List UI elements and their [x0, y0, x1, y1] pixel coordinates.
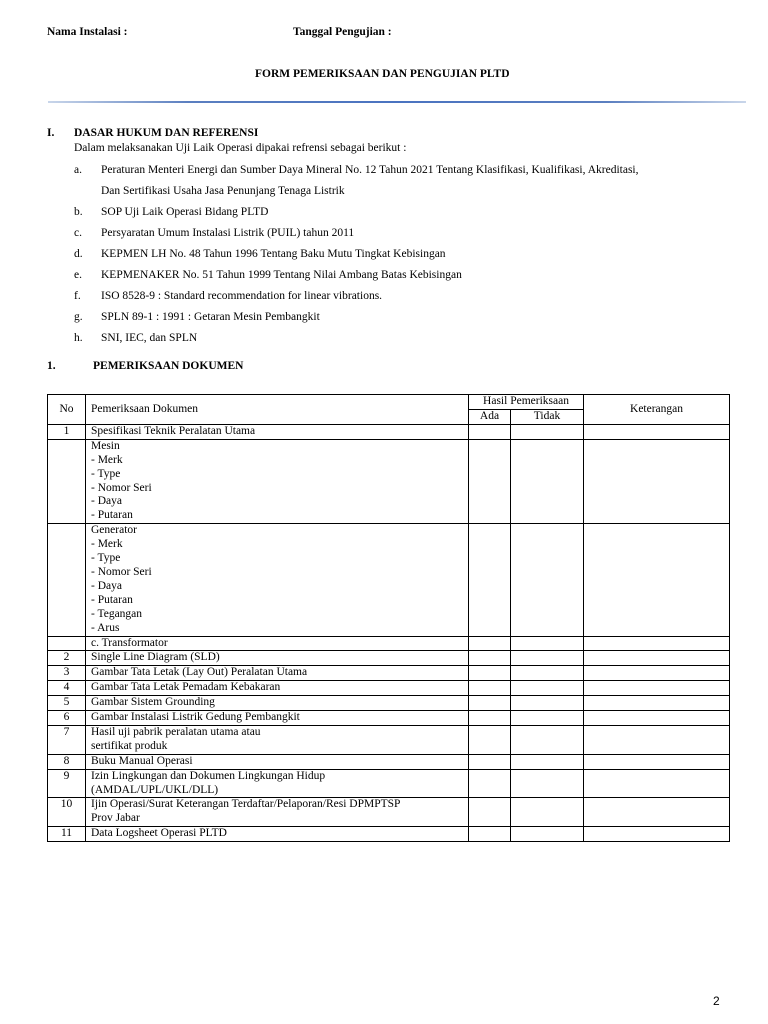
ada-cell[interactable] — [469, 424, 511, 439]
keterangan-cell[interactable] — [584, 439, 730, 523]
tidak-cell[interactable] — [511, 754, 584, 769]
tidak-cell[interactable] — [511, 681, 584, 696]
reference-item: KEPMEN LH No. 48 Tahun 1996 Tentang Baku Mutu Tingkat Kebisingan — [101, 248, 446, 260]
keterangan-cell[interactable] — [584, 827, 730, 842]
keterangan-cell[interactable] — [584, 681, 730, 696]
row-document — [86, 524, 469, 636]
section-1-heading: PEMERIKSAAN DOKUMEN — [93, 360, 244, 372]
tidak-cell[interactable] — [511, 439, 584, 523]
document-line: - Daya — [91, 495, 122, 508]
tidak-cell[interactable] — [511, 424, 584, 439]
keterangan-cell[interactable] — [584, 636, 730, 651]
header-hasil-pemeriksaan: Hasil Pemeriksaan — [469, 395, 584, 410]
table-row — [48, 424, 730, 439]
table-row — [48, 666, 730, 681]
keterangan-cell[interactable] — [584, 696, 730, 711]
reference-letter: a. — [74, 164, 82, 176]
tidak-cell[interactable] — [511, 711, 584, 726]
row-document — [86, 827, 469, 842]
reference-letter: e. — [74, 269, 82, 281]
row-number — [48, 524, 86, 636]
ada-cell[interactable] — [469, 636, 511, 651]
table-row — [48, 725, 730, 754]
row-number — [48, 439, 86, 523]
row-number: 10 — [48, 798, 86, 827]
document-line: Gambar Sistem Grounding — [91, 696, 215, 709]
table-row — [48, 636, 730, 651]
ada-cell[interactable] — [469, 725, 511, 754]
document-line: c. Transformator — [91, 636, 168, 649]
tidak-cell[interactable] — [511, 651, 584, 666]
keterangan-cell[interactable] — [584, 666, 730, 681]
reference-item: SOP Uji Laik Operasi Bidang PLTD — [101, 206, 269, 218]
row-number: 4 — [48, 681, 86, 696]
tidak-cell[interactable] — [511, 636, 584, 651]
section-i-number: I. — [47, 127, 55, 139]
row-document — [86, 696, 469, 711]
row-number: 5 — [48, 696, 86, 711]
table-row — [48, 651, 730, 666]
ada-cell[interactable] — [469, 439, 511, 523]
row-document — [86, 424, 469, 439]
ada-cell[interactable] — [469, 769, 511, 798]
reference-item: ISO 8528-9 : Standard recommendation for linear vibrations. — [101, 290, 383, 302]
table-row — [48, 439, 730, 523]
row-document — [86, 711, 469, 726]
tidak-cell[interactable] — [511, 798, 584, 827]
document-line: - Type — [91, 467, 121, 480]
table-row — [48, 524, 730, 636]
nama-instalasi-label: Nama Instalasi : — [47, 26, 128, 38]
tidak-cell[interactable] — [511, 666, 584, 681]
keterangan-cell[interactable] — [584, 711, 730, 726]
document-line: - Nomor Seri — [91, 481, 152, 494]
ada-cell[interactable] — [469, 524, 511, 636]
tidak-cell[interactable] — [511, 827, 584, 842]
document-line: - Arus — [91, 621, 120, 634]
row-number — [48, 636, 86, 651]
document-line: - Merk — [91, 538, 123, 551]
ada-cell[interactable] — [469, 696, 511, 711]
document-line: Spesifikasi Teknik Peralatan Utama — [91, 424, 256, 437]
row-document — [86, 681, 469, 696]
section-i-heading: DASAR HUKUM DAN REFERENSI — [74, 127, 259, 139]
section-i-intro: Dalam melaksanakan Uji Laik Operasi dipakai refrensi sebagai berikut : — [74, 142, 407, 154]
ada-cell[interactable] — [469, 798, 511, 827]
header-keterangan: Keterangan — [584, 395, 730, 425]
document-line: Gambar Instalasi Listrik Gedung Pembangkit — [91, 711, 300, 724]
reference-item: Peraturan Menteri Energi dan Sumber Daya Mineral No. 12 Tahun 2021 Tentang Klasifikasi, Kualifikasi, Akreditasi, — [101, 164, 639, 176]
ada-cell[interactable] — [469, 711, 511, 726]
keterangan-cell[interactable] — [584, 424, 730, 439]
header-tidak: Tidak — [511, 410, 584, 425]
document-line: Gambar Tata Letak (Lay Out) Peralatan Utama — [91, 666, 308, 679]
table-body — [48, 424, 730, 841]
page-number: 2 — [713, 994, 720, 1008]
section-1-number: 1. — [47, 360, 56, 372]
tidak-cell[interactable] — [511, 769, 584, 798]
table-row — [48, 754, 730, 769]
row-number: 3 — [48, 666, 86, 681]
row-number: 7 — [48, 725, 86, 754]
row-document — [86, 798, 469, 827]
row-document — [86, 754, 469, 769]
row-document — [86, 666, 469, 681]
document-line: Prov Jabar — [91, 812, 140, 825]
header-no: No — [48, 395, 86, 425]
reference-item: SPLN 89-1 : 1991 : Getaran Mesin Pembangkit — [101, 311, 320, 323]
reference-letter: c. — [74, 227, 82, 239]
document-line: Ijin Operasi/Surat Keterangan Terdaftar/Pelaporan/Resi DPMPTSP — [91, 798, 401, 811]
keterangan-cell[interactable] — [584, 524, 730, 636]
document-line: Data Logsheet Operasi PLTD — [91, 827, 227, 840]
row-document — [86, 439, 469, 523]
reference-item-continuation: Dan Sertifikasi Usaha Jasa Penunjang Tenaga Listrik — [101, 185, 345, 197]
table-row — [48, 827, 730, 842]
document-line: Single Line Diagram (SLD) — [91, 651, 220, 664]
table-row — [48, 681, 730, 696]
row-document — [86, 636, 469, 651]
document-line: Generator — [91, 524, 137, 537]
document-line: Gambar Tata Letak Pemadam Kebakaran — [91, 681, 281, 694]
reference-item: KEPMENAKER No. 51 Tahun 1999 Tentang Nilai Ambang Batas Kebisingan — [101, 269, 462, 281]
document-line: - Nomor Seri — [91, 565, 152, 578]
reference-letter: h. — [74, 332, 83, 344]
reference-letter: f. — [74, 290, 81, 302]
ada-cell[interactable] — [469, 681, 511, 696]
row-number: 1 — [48, 424, 86, 439]
table-row — [48, 769, 730, 798]
document-line: Buku Manual Operasi — [91, 754, 193, 767]
row-number: 8 — [48, 754, 86, 769]
reference-letter: d. — [74, 248, 83, 260]
tidak-cell[interactable] — [511, 725, 584, 754]
ada-cell[interactable] — [469, 754, 511, 769]
reference-item: Persyaratan Umum Instalasi Listrik (PUIL) tahun 2011 — [101, 227, 355, 239]
ada-cell[interactable] — [469, 666, 511, 681]
ada-cell[interactable] — [469, 651, 511, 666]
document-line: - Tegangan — [91, 607, 143, 620]
document-line: sertifikat produk — [91, 739, 168, 752]
keterangan-cell[interactable] — [584, 754, 730, 769]
row-document — [86, 725, 469, 754]
row-number: 6 — [48, 711, 86, 726]
row-number: 9 — [48, 769, 86, 798]
keterangan-cell[interactable] — [584, 651, 730, 666]
table-row — [48, 696, 730, 711]
header-pemeriksaan-dokumen: Pemeriksaan Dokumen — [86, 395, 469, 425]
document-line: - Putaran — [91, 509, 133, 522]
table-row — [48, 798, 730, 827]
form-title: FORM PEMERIKSAAN DAN PENGUJIAN PLTD — [255, 68, 510, 80]
reference-item: SNI, IEC, dan SPLN — [101, 332, 198, 344]
tidak-cell[interactable] — [511, 696, 584, 711]
document-line: - Merk — [91, 453, 123, 466]
row-number: 2 — [48, 651, 86, 666]
document-line: (AMDAL/UPL/UKL/DLL) — [91, 783, 219, 796]
reference-letter: g. — [74, 311, 83, 323]
tanggal-pengujian-label: Tanggal Pengujian : — [293, 26, 392, 38]
header-divider — [48, 101, 746, 103]
keterangan-cell[interactable] — [584, 798, 730, 827]
document-line: Mesin — [91, 439, 120, 452]
document-line: - Type — [91, 552, 121, 565]
row-document — [86, 769, 469, 798]
document-line: Hasil uji pabrik peralatan utama atau — [91, 725, 261, 738]
document-line: - Daya — [91, 579, 122, 592]
row-document — [86, 651, 469, 666]
table-row — [48, 711, 730, 726]
document-line: - Putaran — [91, 593, 133, 606]
row-number: 11 — [48, 827, 86, 842]
keterangan-cell[interactable] — [584, 769, 730, 798]
tidak-cell[interactable] — [511, 524, 584, 636]
document-check-table — [47, 394, 730, 842]
header-ada: Ada — [469, 410, 511, 425]
ada-cell[interactable] — [469, 827, 511, 842]
keterangan-cell[interactable] — [584, 725, 730, 754]
document-line: Izin Lingkungan dan Dokumen Lingkungan Hidup — [91, 769, 326, 782]
reference-letter: b. — [74, 206, 83, 218]
